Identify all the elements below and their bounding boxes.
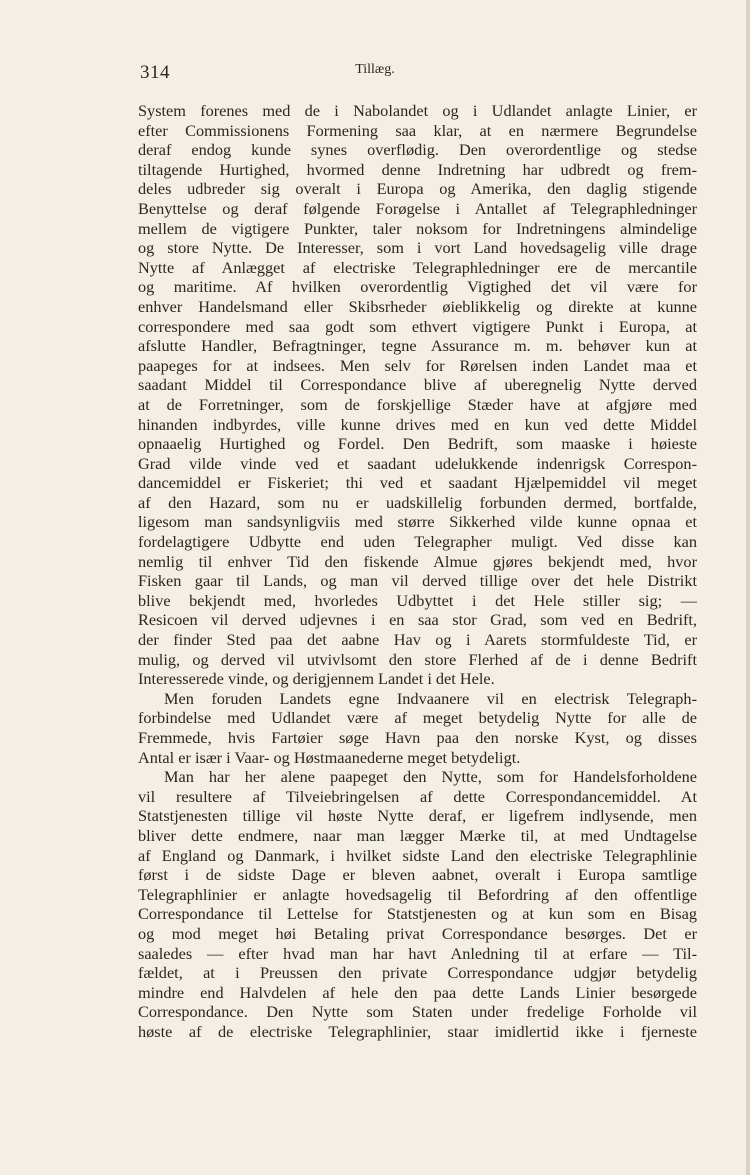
text-line: enhver Handelsmand eller Skibsrheder øieblikkelig og direkte at kunne: [138, 296, 697, 316]
text-line: saadant Middel til Correspondance blive af uberegnelig Nytte derved: [138, 375, 697, 395]
page-edge: [746, 0, 750, 1175]
text-line: forbindelse med Udlandet være af meget betydelig Nytte for alle de: [138, 708, 697, 728]
text-line: deraf endog kunde synes overflødig. Den overordentlige og stedse: [138, 140, 697, 160]
text-line: Statstjenesten tillige vil høste Nytte deraf, er ligefrem indlysende, men: [138, 806, 697, 826]
text-line: og store Nytte. De Interesser, som i vort Land hovedsagelig ville drage: [138, 238, 697, 258]
running-title: Tillæg.: [355, 62, 395, 77]
text-line: opnaaelig Hurtighed og Fordel. Den Bedrift, som maaske i høieste: [138, 434, 697, 454]
text-line: Man har her alene paapeget den Nytte, som for Handelsforholdene: [164, 767, 697, 787]
text-line: Resicoen vil derved udjevnes i en saa stor Grad, som ved en Bedrift,: [138, 610, 697, 630]
text-line: fældet, at i Preussen den private Correspondance udgjør betydelig: [138, 963, 697, 983]
text-line: ligesom man sandsynligviis med større Sikkerhed vilde kunne opnaa et: [138, 512, 697, 532]
text-line: mindre end Halvdelen af hele den paa dette Lands Linier besørgede: [138, 982, 697, 1002]
text-line: saaledes — efter hvad man har havt Anledning til at erfare — Til-: [138, 943, 697, 963]
text-line: af den Hazard, som nu er uadskillelig forbunden dermed, bortfalde,: [138, 492, 697, 512]
text-line: Telegraphlinier er anlagte hovedsagelig til Befordring af den offentlige: [138, 884, 697, 904]
text-line: fordelagtigere Udbytte end uden Telegrapher muligt. Ved disse kan: [138, 532, 697, 552]
running-head: [140, 60, 610, 86]
text-line: hinanden indbyrdes, ville kunne drives med en kun ved dette Middel: [138, 414, 697, 434]
text-line: vil resultere af Tilveiebringelsen af dette Correspondancemiddel. At: [138, 786, 697, 806]
text-line: tiltagende Hurtighed, hvormed denne Indretning har udbredt og frem-: [138, 159, 697, 179]
text-line: først i de sidste Dage er bleven aabnet, overalt i Europa samtlige: [138, 865, 697, 885]
text-line: Interesserede vinde, og derigjennem Landet i det Hele.: [138, 669, 495, 689]
text-line: correspondere med saa godt som ethvert vigtigere Punkt i Europa, at: [138, 316, 697, 336]
text-line: Correspondance. Den Nytte som Staten under fredelige Forholde vil: [138, 1002, 697, 1022]
text-line: bliver dette endmere, naar man lægger Mærke til, at med Undtagelse: [138, 825, 697, 845]
text-line: Benyttelse og deraf følgende Forøgelse i Antallet af Telegraphledninger: [138, 198, 697, 218]
body-text: [138, 101, 697, 1042]
text-line: Correspondance til Lettelse for Statstjenesten og at kun som en Bisag: [138, 904, 697, 924]
page-number: 314: [140, 62, 170, 83]
text-line: høste af de electriske Telegraphlinier, staar imidlertid ikke i fjerneste: [138, 1021, 697, 1041]
text-line: efter Commissionens Formening saa klar, at en nærmere Begrundelse: [138, 120, 697, 140]
text-line: Nytte af Anlægget af electriske Telegraphledninger ere de mercantile: [138, 257, 697, 277]
text-line: blive bekjendt med, hvorledes Udbyttet i det Hele stiller sig; —: [138, 590, 697, 610]
text-line: paapeges for at indsees. Men selv for Rørelsen inden Landet maa et: [138, 355, 697, 375]
text-line: Men foruden Landets egne Indvaanere vil en electrisk Telegraph-: [164, 688, 697, 708]
text-line: System forenes med de i Nabolandet og i Udlandet anlagte Linier, er: [138, 101, 697, 120]
text-line: Fremmede, hvis Fartøier søge Havn paa den norske Kyst, og disses: [138, 728, 697, 747]
text-line: Antal er især i Vaar- og Høstmaanederne meget betydeligt.: [138, 747, 521, 767]
text-line: mellem de vigtigere Punkter, taler noksom for Indretningens almindelige: [138, 218, 697, 238]
text-line: at de Forretninger, som de forskjellige Stæder have at afgjøre med: [138, 394, 697, 414]
text-line: nemlig til enhver Tid den fiskende Almue gjøres bekjendt med, hvor: [138, 551, 697, 571]
text-line: Fisken gaar til Lands, og man vil derved tillige over det hele Distrikt: [138, 571, 697, 591]
text-line: dancemiddel er Fiskeriet; thi ved et saadant Hjælpemiddel vil meget: [138, 473, 697, 493]
text-line: deles udbreder sig overalt i Europa og Amerika, den daglig stigende: [138, 179, 697, 199]
text-line: af England og Danmark, i hvilket sidste Land den electriske Telegraphlinie: [138, 845, 697, 865]
text-line: og mod meget høi Betaling privat Correspondance besørges. Det er: [138, 923, 697, 943]
text-line: der finder Sted paa det aabne Hav og i Aarets stormfuldeste Tid, er: [138, 630, 697, 650]
text-line: afslutte Handler, Befragtninger, tegne Assurance m. m. behøver kun at: [138, 336, 697, 356]
text-line: og maritime. Af hvilken overordentlig Vigtighed det vil være for: [138, 277, 697, 297]
text-line: Grad vilde vinde ved et saadant udelukkende indenrigsk Correspon-: [138, 453, 697, 473]
text-line: mulig, og derved vil utvivlsomt den store Flerhed af de i denne Bedrift: [138, 649, 697, 669]
